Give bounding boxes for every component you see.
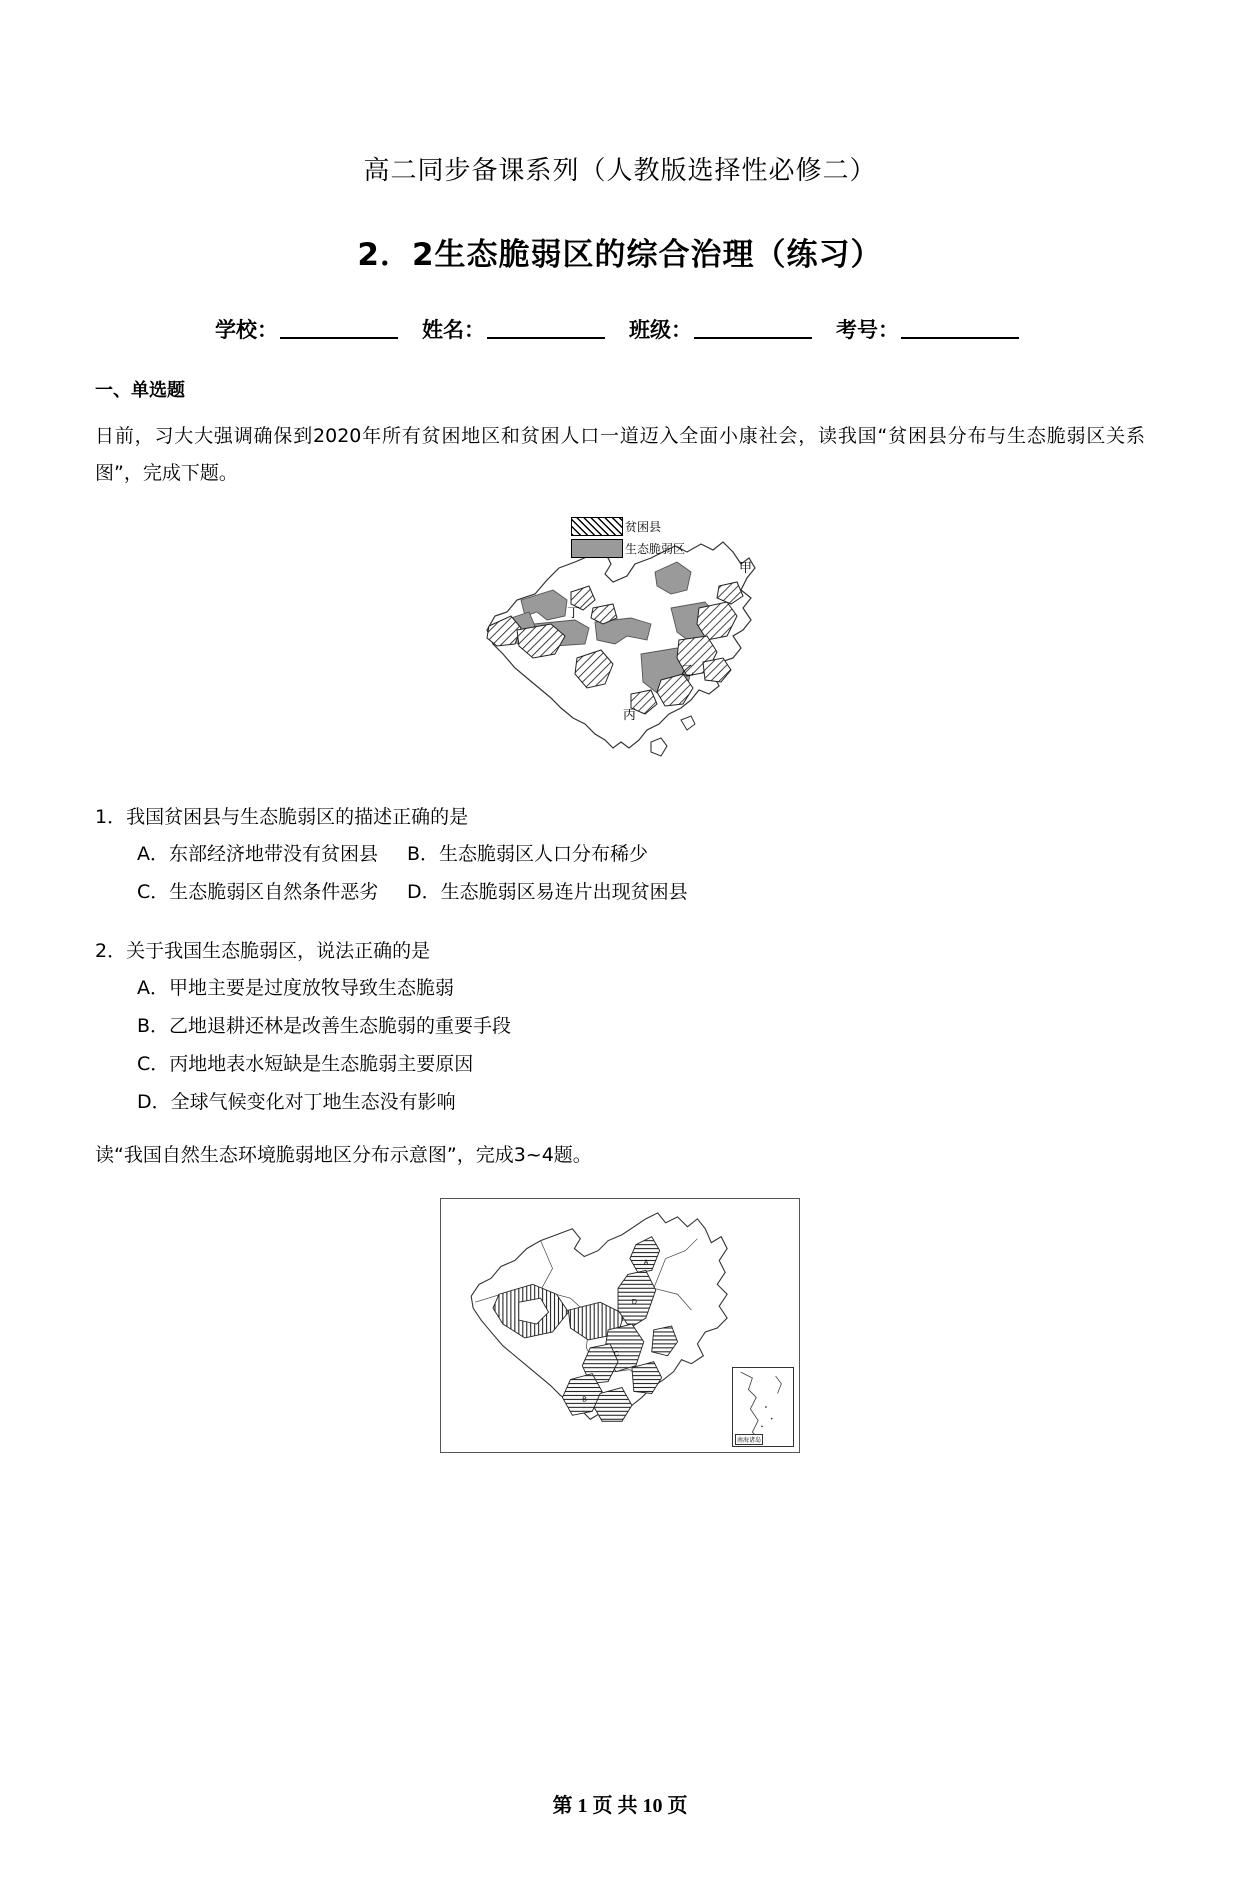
question-2-option-a[interactable]: A．甲地主要是过度放牧导致生态脆弱 [137, 977, 454, 999]
question-2-option-c-row [137, 1045, 1145, 1083]
svg-text:C: C [614, 1350, 620, 1358]
series-line: 高二同步备课系列（人教版选择性必修二） [363, 156, 877, 186]
svg-text:D: D [631, 1299, 637, 1307]
question-1-option-b[interactable]: B．生态脆弱区人口分布稀少 [407, 843, 649, 865]
figure-1-poverty-eco-map [455, 512, 785, 777]
legend-item-eco-fragile [571, 539, 685, 558]
map-label-yi: 乙 [681, 664, 695, 679]
svg-text:A: A [643, 1259, 649, 1267]
hatch-swatch-icon [571, 517, 623, 536]
section-heading-single-choice: 一、单选题 [95, 380, 185, 401]
figure-2-wrapper [95, 1198, 1145, 1453]
exam-no-label: 考号： [836, 318, 899, 342]
figure-1-legend [571, 517, 685, 561]
legend-label-poor-county: 贫困县 [625, 520, 662, 534]
gray-swatch-icon [571, 539, 623, 558]
name-label: 姓名： [422, 318, 485, 342]
question-2-option-b-row [137, 1007, 1145, 1045]
page-footer: 第 1 页 共 10 页 [552, 1795, 688, 1817]
page-title: 2．2生态脆弱区的综合治理（练习） [357, 237, 883, 273]
legend-label-eco-fragile: 生态脆弱区 [625, 542, 686, 556]
question-2-option-c[interactable]: C．丙地地表水短缺是生态脆弱主要原因 [137, 1053, 474, 1075]
question-1-option-a[interactable]: A．东部经济地带没有贫困县 [137, 843, 378, 865]
exam-no-blank[interactable] [901, 337, 1019, 339]
question-2-option-d[interactable]: D．全球气候变化对丁地生态没有影响 [137, 1091, 456, 1113]
question-2-option-d-row [137, 1083, 1145, 1121]
map-label-bing: 丙 [623, 708, 637, 723]
question-1-options-row-2 [137, 873, 1145, 911]
question-1-number: 1． [95, 806, 127, 828]
question-2-text: 关于我国生态脆弱区，说法正确的是 [126, 940, 431, 962]
class-blank[interactable] [694, 337, 812, 339]
south-china-sea-inset [732, 1367, 794, 1447]
svg-text:B: B [582, 1396, 587, 1404]
name-blank[interactable] [487, 337, 605, 339]
map-label-jia: 甲 [739, 561, 753, 576]
question-2-option-a-row [137, 969, 1145, 1007]
class-label: 班级： [629, 318, 692, 342]
question-1-text: 我国贫困县与生态脆弱区的描述正确的是 [126, 806, 469, 828]
question-1-option-c[interactable]: C．生态脆弱区自然条件恶劣 [137, 881, 379, 903]
question-1-option-d[interactable]: D．生态脆弱区易连片出现贫困县 [407, 881, 688, 903]
question-2-option-b[interactable]: B．乙地退耕还林是改善生态脆弱的重要手段 [137, 1015, 512, 1037]
school-label: 学校： [215, 318, 278, 342]
question-1-stem [95, 799, 1145, 835]
school-blank[interactable] [280, 337, 398, 339]
figure-2-eco-fragile-distribution-map [440, 1198, 800, 1453]
map-label-ding: 丁 [567, 606, 581, 621]
document-page [0, 150, 1240, 1904]
question-2-number: 2． [95, 940, 127, 962]
question-1-options-row-1 [137, 835, 1145, 873]
legend-item-poor-county [571, 517, 685, 536]
question-2-stem [95, 933, 1145, 969]
intro-paragraph-1: 日前，习大大强调确保到2020年所有贫困地区和贫困人口一道迈入全面小康社会，读我国“贫困县分布与生态脆弱区关系图”，完成下题。 [95, 425, 1145, 484]
student-info-line [95, 314, 1145, 344]
inset-caption: 南海诸岛 [735, 1434, 763, 1445]
intro-paragraph-2: 读“我国自然生态环境脆弱地区分布示意图”，完成3~4题。 [95, 1144, 592, 1166]
figure-1-wrapper [95, 512, 1145, 777]
